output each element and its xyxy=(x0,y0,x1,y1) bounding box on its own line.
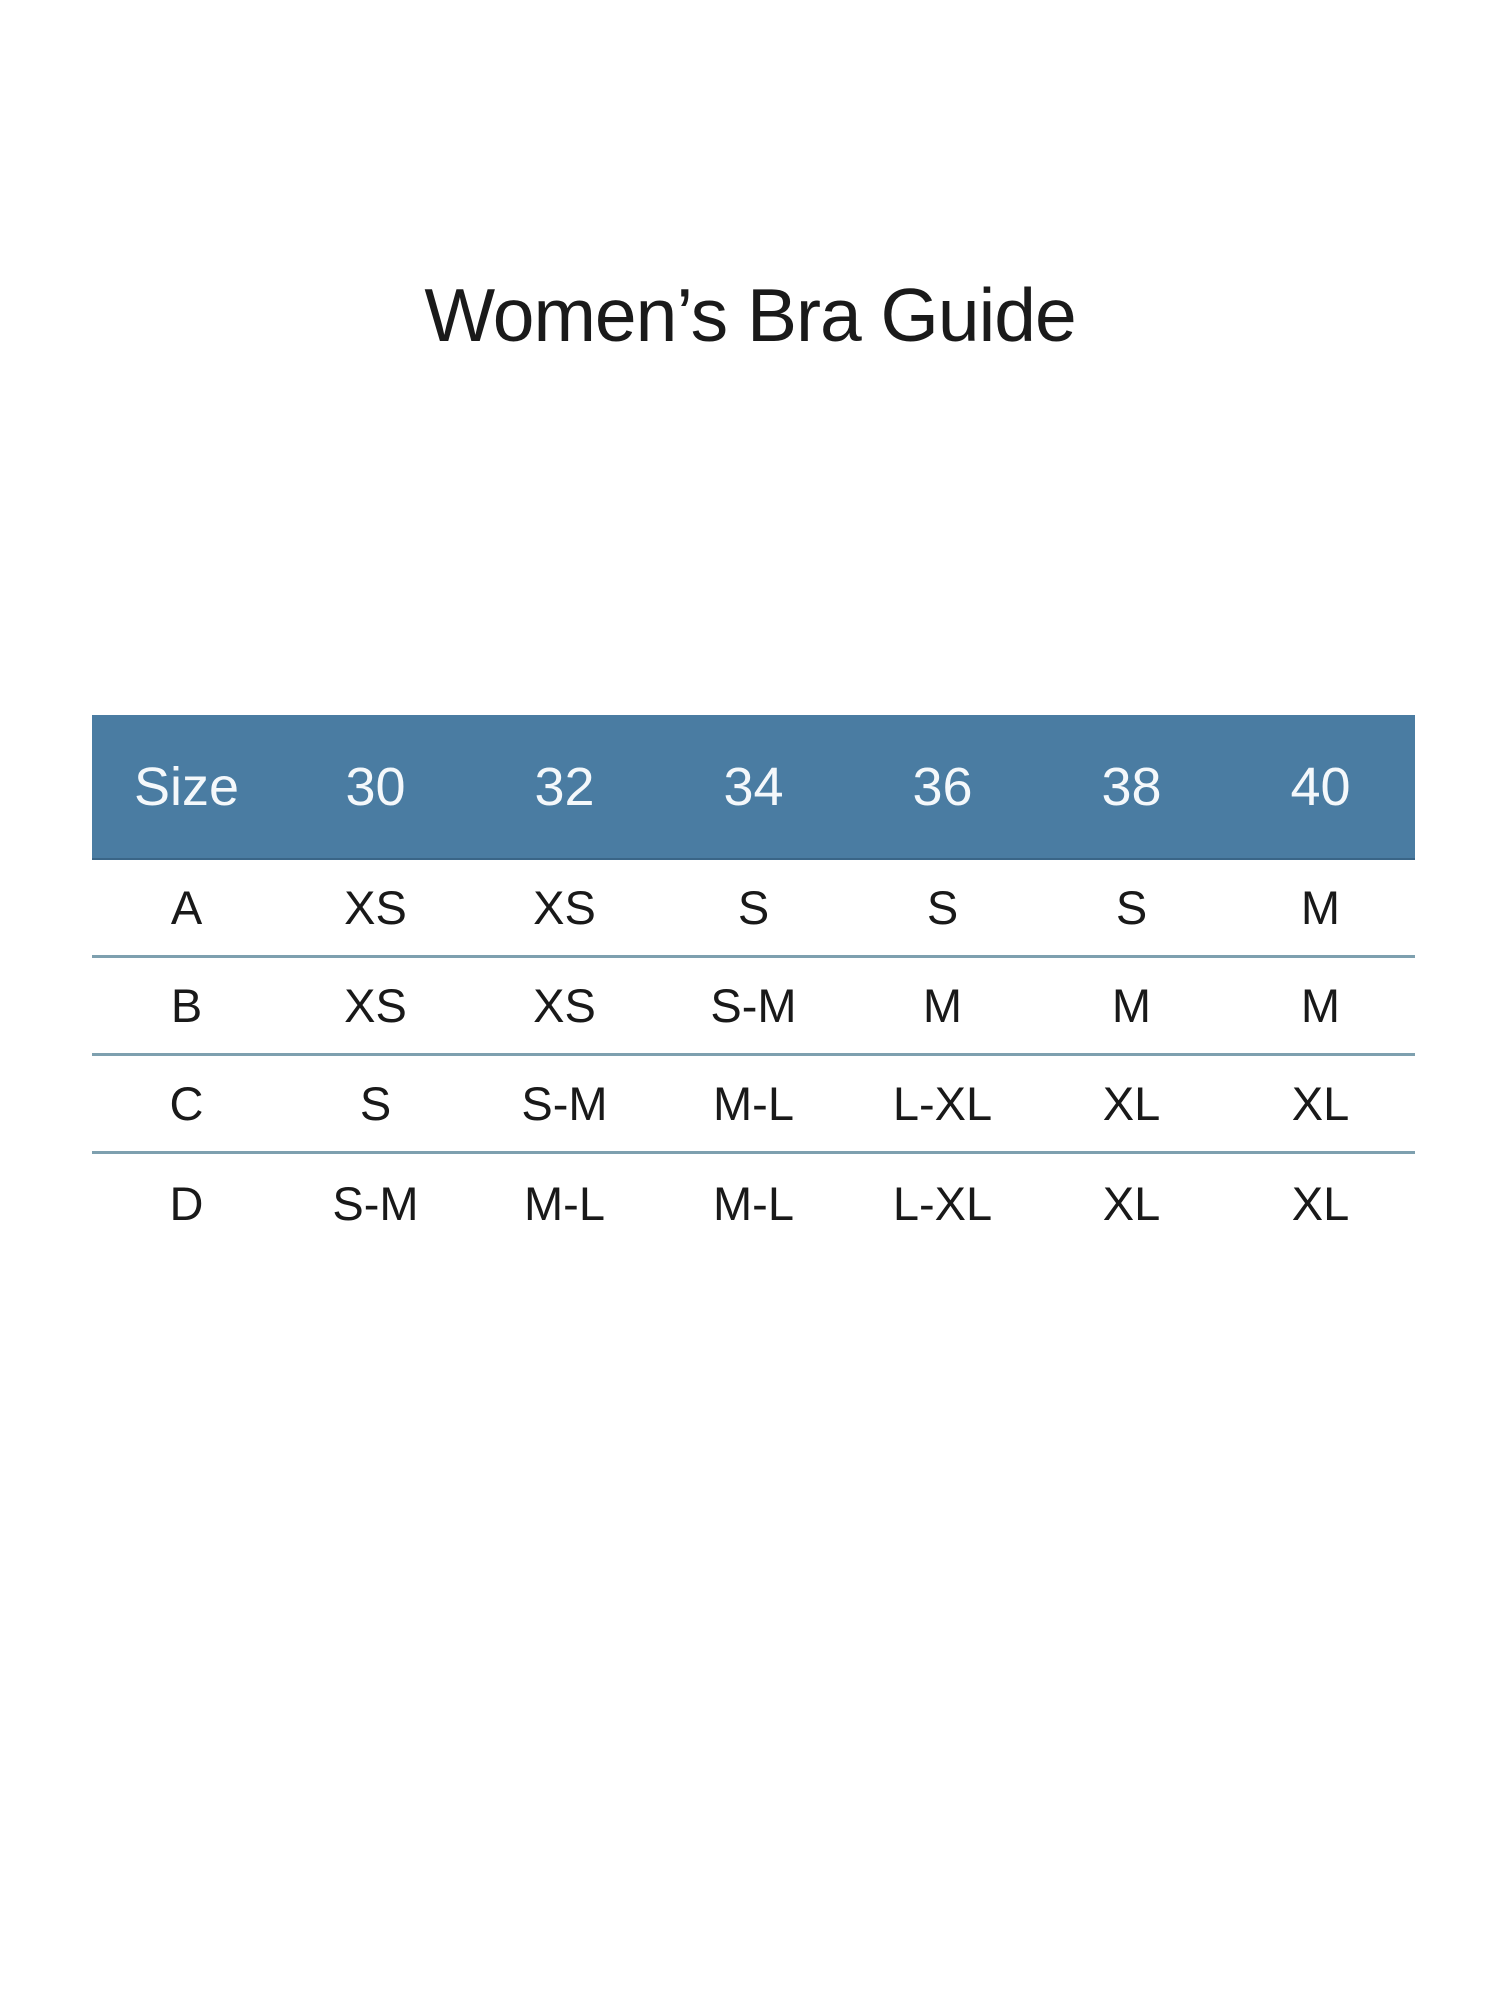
cell-value: XS xyxy=(344,979,407,1032)
cell-value: XL xyxy=(1102,1176,1161,1230)
table-row-d xyxy=(92,1154,1415,1252)
row-label: D xyxy=(169,1176,204,1230)
row-label: B xyxy=(170,979,203,1032)
cell-value: S-M xyxy=(521,1077,608,1130)
cell-value: XL xyxy=(1102,1077,1161,1130)
cell-value: L-XL xyxy=(892,1176,993,1230)
cell-value: S xyxy=(359,1077,392,1130)
cell-value: XS xyxy=(344,881,407,934)
header-cell-size: Size xyxy=(133,756,240,817)
table-row-c xyxy=(92,1056,1415,1154)
cell-value: S xyxy=(737,881,770,934)
cell-value: M xyxy=(1300,881,1341,934)
header-cell-38: 38 xyxy=(1101,756,1162,817)
cell-value: XS xyxy=(533,979,596,1032)
size-table xyxy=(92,715,1415,1252)
cell-value: M-L xyxy=(524,1176,605,1230)
page-title: Women’s Bra Guide xyxy=(424,273,1076,357)
row-label: C xyxy=(169,1077,204,1130)
table-row-b xyxy=(92,958,1415,1056)
cell-value: M-L xyxy=(713,1176,794,1230)
table-row-a xyxy=(92,860,1415,958)
cell-value: M xyxy=(1111,979,1152,1032)
header-cell-32: 32 xyxy=(534,756,595,817)
cell-value: XL xyxy=(1291,1176,1350,1230)
cell-value: M-L xyxy=(713,1077,794,1130)
header-cell-30: 30 xyxy=(345,756,406,817)
row-label: A xyxy=(170,881,203,934)
cell-value: XL xyxy=(1291,1077,1350,1130)
cell-value: L-XL xyxy=(892,1077,993,1130)
cell-value: S-M xyxy=(332,1176,419,1230)
header-cell-40: 40 xyxy=(1290,756,1351,817)
header-cell-36: 36 xyxy=(912,756,973,817)
cell-value: S xyxy=(1115,881,1148,934)
header-cell-34: 34 xyxy=(723,756,784,817)
cell-value: S-M xyxy=(710,979,797,1032)
cell-value: S xyxy=(926,881,959,934)
size-table-header-row xyxy=(92,715,1415,860)
cell-value: M xyxy=(922,979,963,1032)
cell-value: M xyxy=(1300,979,1341,1032)
cell-value: XS xyxy=(533,881,596,934)
